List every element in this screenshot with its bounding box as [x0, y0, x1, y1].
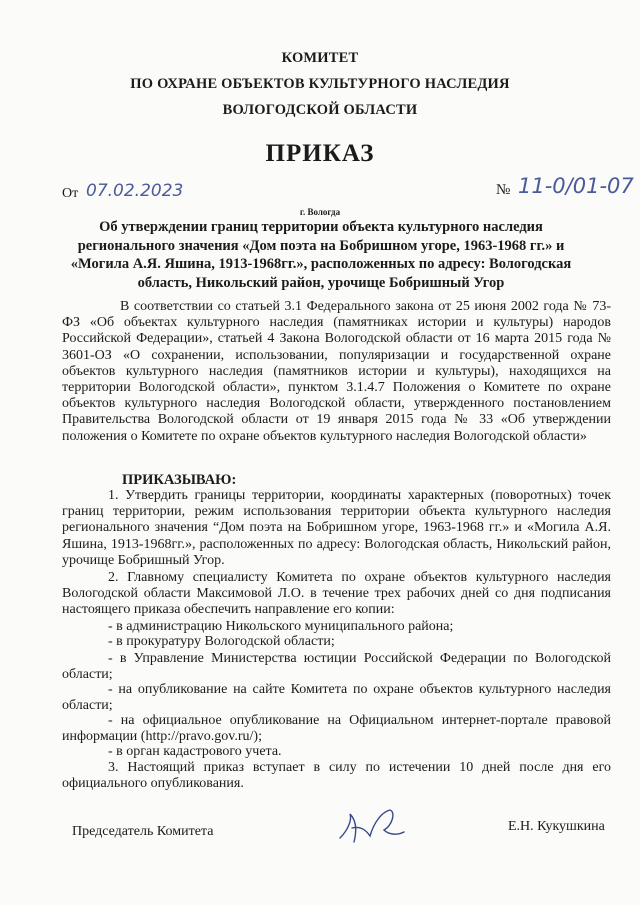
header-protection: ПО ОХРАНЕ ОБЪЕКТОВ КУЛЬТУРНОГО НАСЛЕДИЯ [130, 76, 510, 92]
number-label: № [496, 182, 511, 198]
order-word: ПРИКАЗЫВАЮ: [122, 472, 237, 488]
recipient-item: - в администрацию Никольского муниципального района; [108, 619, 454, 634]
recipient-item: - в орган кадастрового учета. [108, 744, 282, 759]
order-item-2: 2. Главному специалисту Комитета по охране объектов культурного наследия Вологодской области Максимовой Л.О. в течение трех рабочих дней со дня подписания настоящего приказа обеспечить направление его копии: [62, 570, 611, 618]
handwritten-signature [330, 800, 410, 855]
signatory-position: Председатель Комитета [72, 824, 214, 839]
order-item-3: 3. Настоящий приказ вступает в силу по истечении 10 дней после дня его официального опубликования. [62, 760, 611, 792]
preamble-paragraph: В соответствии со статьей 3.1 Федерального закона от 25 июня 2002 года № 73-ФЗ «Об объектах культурного наследия (памятниках истории и культуры) народов Российской Федерации», статьей 4 Закона Вологодской области от 16 марта 2015 года № 3601-ОЗ «О сохранении, использовании, популяризации и государственной охране объектов культурного наследия (памятников истории и культуры), находящихся на территории Вологодской области», пунктом 3.1.4.7 Положения о Комитете по охране объектов культурного наследия Вологодской области, утвержденного постановлением Правительства Вологодской области от 19 января 2015 года № 33 «Об утверждении положения о Комитете по охране объектов культурного наследия Вологодской области» [62, 299, 611, 444]
order-title: Об утверждении границ территории объекта культурного наследия регионального значения «Дом поэта на Бобришном угоре, 1963-1968 гг.» и «Могила А.Я. Яшина, 1913-1968гг.», расположенных по адресу: Вологодская область, Никольский район, урочище Бобришный Угор [70, 219, 572, 291]
city-label: г. Вологда [299, 207, 341, 217]
order-item-1: 1. Утвердить границы территории, координаты характерных (поворотных) точек границ территории, режим использования территории объекта культурного наследия регионального значения “Дом поэта на Бобришном угоре, 1963-1968 гг.» и «Могила А.Я. Яшина, 1913-1968гг.», расположенных по адресу: Вологодская область, Никольский район, урочище Бобришный Угор. [62, 488, 611, 568]
header-region: ВОЛОГОДСКОЙ ОБЛАСТИ [222, 102, 418, 118]
recipient-item: - на опубликование на сайте Комитета по охране объектов культурного наследия области; [62, 682, 611, 714]
number-value: 11-0/01-07 [518, 174, 634, 198]
header-committee: КОМИТЕТ [281, 50, 359, 66]
date-label: От [62, 186, 79, 201]
recipient-item: - в Управление Министерства юстиции Российской Федерации по Вологодской области; [62, 651, 611, 683]
recipient-item: - на официальное опубликование на Официальном интернет-портале правовой информации (http://pravo.gov.ru/); [62, 713, 611, 745]
date-value: 07.02.2023 [86, 181, 184, 201]
recipient-item: - в прокуратуру Вологодской области; [108, 634, 335, 649]
doc-type-title: ПРИКАЗ [265, 140, 375, 167]
signatory-name: Е.Н. Кукушкина [508, 819, 605, 834]
